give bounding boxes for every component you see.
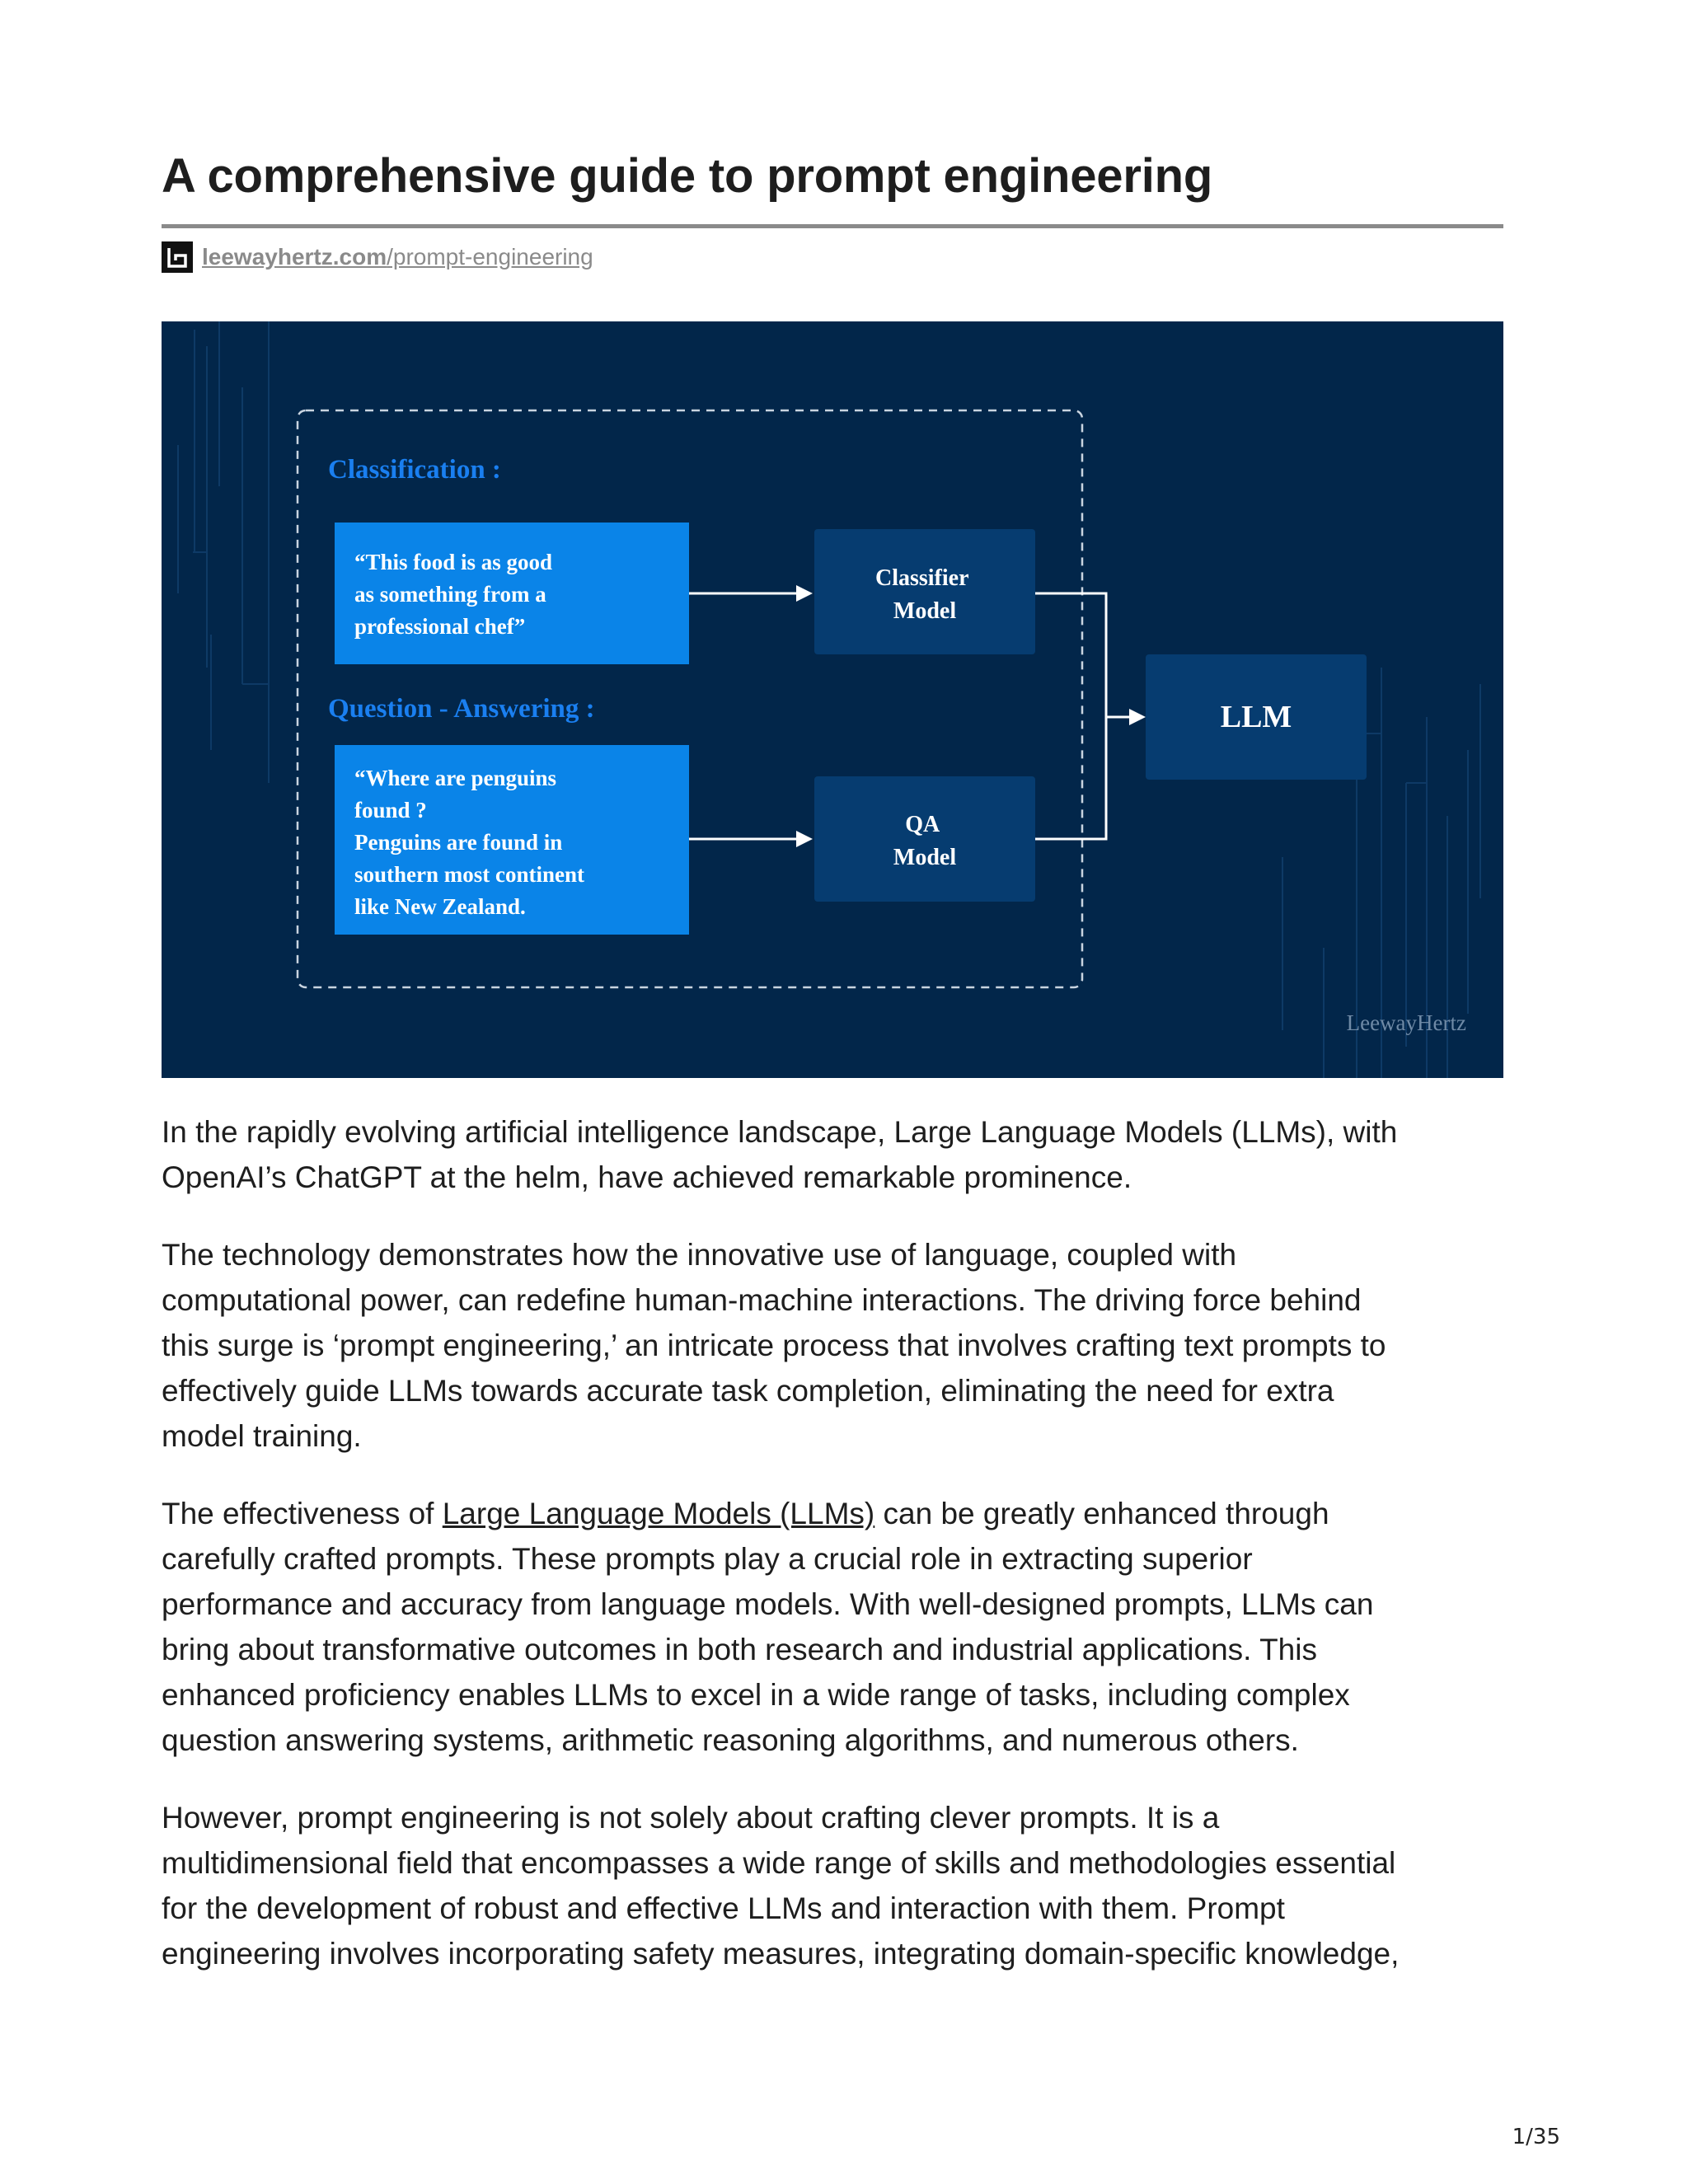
diagram-figure: [162, 321, 1503, 1078]
page-title: A comprehensive guide to prompt engineering: [162, 149, 1213, 203]
page-number: 1/35: [1512, 2125, 1560, 2149]
llm-link[interactable]: Large Language Models (LLMs): [442, 1497, 875, 1530]
watermark: LeewayHertz: [1346, 1010, 1466, 1035]
classification-heading: Classification :: [328, 455, 501, 485]
paragraph-3: The effectiveness of Large Language Models (LLMs) can be greatly enhanced through carefully crafted prompts. These prompts play a crucial role in extracting superior performance and accuracy from language models. With well-designed prompts, LLMs can bring about transformative outcomes in both research and industrial applications. This enhanced proficiency enables LLMs to excel in a wide range of tasks, including complex question answering systems, arithmetic reasoning algorithms, and numerous others.: [162, 1497, 1374, 1757]
qa-model-label: QA Model: [893, 812, 957, 870]
source-link[interactable]: leewayhertz.com/prompt-engineering: [202, 244, 593, 269]
arrow-head-icon: [796, 585, 813, 602]
source-line: [162, 241, 593, 274]
title-divider: [162, 224, 1503, 228]
article-body: [162, 1109, 1503, 2008]
paragraph-1: In the rapidly evolving artificial intelligence landscape, Large Language Models (LLMs), with OpenAI’s ChatGPT at the helm, have achieved remarkable prominence.: [162, 1115, 1398, 1194]
leewayhertz-favicon-icon: [162, 241, 193, 273]
arrow-head-icon: [796, 831, 813, 847]
paragraph-4: However, prompt engineering is not solely about crafting clever prompts. It is a multidimensional field that encompasses a wide range of skills and methodologies essential for the development of robust and effective LLMs and interaction with them. Prompt engineering involves incorporating safety measures, integrating domain-specific knowledge,: [162, 1801, 1400, 1971]
classifier-model-box: [814, 529, 1035, 654]
paragraph-2: The technology demonstrates how the innovative use of language, coupled with computational power, can redefine human-machine interactions. The driving force behind this surge is ‘prompt engineering,’ an intricate process that involves crafting text prompts to effectively guide LLMs towards accurate task completion, eliminating the need for extra model training.: [162, 1238, 1386, 1453]
qa-heading: Question - Answering :: [328, 694, 595, 724]
qa-model-box: [814, 776, 1035, 902]
classification-input-text: “This food is as good as something from a professional chef”: [354, 550, 553, 639]
llm-label: LLM: [1220, 700, 1292, 734]
arrow-head-icon: [1129, 709, 1146, 725]
qa-input-text: “Where are penguins found ? Penguins are found in southern most continent like New Zealand.: [354, 766, 585, 919]
classifier-model-label: Classifier Model: [874, 565, 969, 624]
